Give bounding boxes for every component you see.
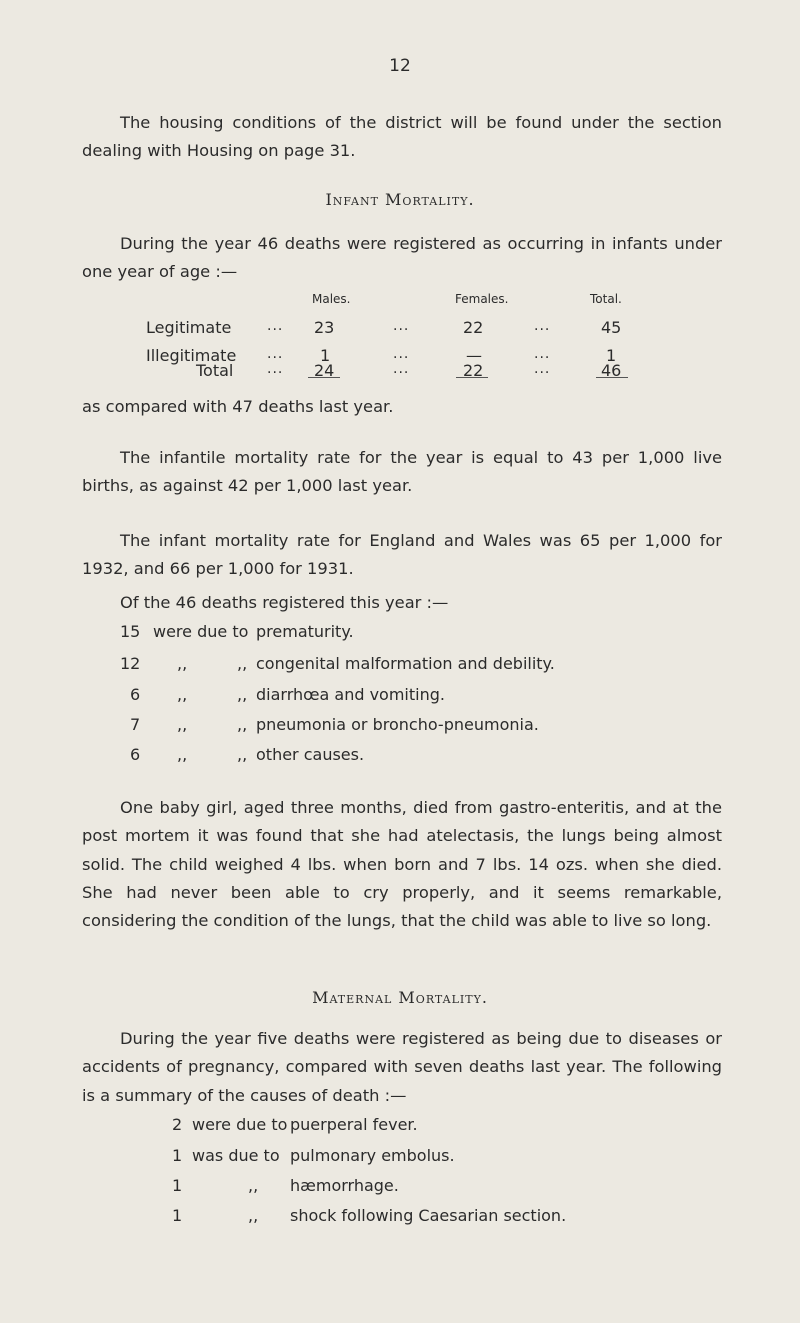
ditto-mark: ,,	[248, 1176, 259, 1195]
cause-count: 6	[130, 745, 141, 764]
cause-text: puerperal fever.	[290, 1115, 418, 1134]
dot-leader: ...	[267, 346, 284, 362]
compared-paragraph: as compared with 47 deaths last year.	[82, 397, 394, 416]
ditto-mark: ,,	[237, 685, 248, 704]
row-label: Legitimate	[146, 318, 232, 337]
dot-leader: ...	[534, 346, 551, 362]
dot-leader: ...	[267, 361, 284, 377]
cell-females: —	[466, 346, 482, 365]
england-rate-paragraph: The infant mortality rate for England and Wales was 65 per 1,000 for 1932, and 66 per 1,000 for 1931.	[82, 531, 722, 579]
cause-count: 1	[172, 1146, 183, 1165]
cause-text: pneumonia or broncho-pneumonia.	[256, 715, 539, 734]
cell-total: 1	[606, 346, 617, 365]
ditto-mark: ,,	[177, 745, 188, 764]
ditto-mark: ,,	[248, 1206, 259, 1225]
page-number: 12	[389, 56, 411, 76]
cause-text: prematurity.	[256, 622, 354, 641]
infant-mortality-heading: Infant Mortality.	[325, 190, 475, 209]
row-label: Illegitimate	[146, 346, 237, 365]
dot-leader: ...	[534, 361, 551, 377]
cause-text: pulmonary embolus.	[290, 1146, 455, 1165]
cell-males: 24	[314, 361, 335, 380]
infant-intro-paragraph: During the year 46 deaths were registered as occurring in infants under one year of age :—	[82, 234, 722, 282]
cell-females: 22	[463, 318, 484, 337]
maternal-intro-paragraph: During the year five deaths were registered as being due to diseases or accidents of pregnancy, compared with seven deaths last year. The following is a summary of the causes of death :—	[82, 1029, 722, 1105]
dot-leader: ...	[534, 318, 551, 334]
maternal-mortality-heading: Maternal Mortality.	[312, 988, 488, 1007]
cause-prefix: was due to	[192, 1146, 280, 1165]
deaths-intro-paragraph: Of the 46 deaths registered this year :—	[120, 593, 449, 612]
header-females: Females.	[455, 292, 509, 306]
ditto-mark: ,,	[177, 685, 188, 704]
cause-count: 6	[130, 685, 141, 704]
header-total: Total.	[590, 292, 622, 306]
ditto-mark: ,,	[237, 654, 248, 673]
housing-paragraph: The housing conditions of the district will be found under the section dealing with Housing on page 31.	[82, 113, 722, 161]
cause-prefix: were due to	[192, 1115, 288, 1134]
cause-text: diarrhœa and vomiting.	[256, 685, 445, 704]
cause-text: hæmorrhage.	[290, 1176, 399, 1195]
cause-text: congenital malformation and debility.	[256, 654, 555, 673]
cause-count: 2	[172, 1115, 183, 1134]
ditto-mark: ,,	[177, 715, 188, 734]
dot-leader: ...	[393, 346, 410, 362]
infantile-rate-paragraph: The infantile mortality rate for the year is equal to 43 per 1,000 live births, as against 42 per 1,000 last year.	[82, 448, 722, 496]
cause-count: 1	[172, 1206, 183, 1225]
dot-leader: ...	[393, 318, 410, 334]
dot-leader: ...	[393, 361, 410, 377]
cause-count: 12	[120, 654, 141, 673]
ditto-mark: ,,	[237, 715, 248, 734]
cell-total: 46	[601, 361, 622, 380]
row-label: Total	[196, 361, 234, 380]
cause-count: 7	[130, 715, 141, 734]
cell-males: 1	[320, 346, 331, 365]
cell-males: 23	[314, 318, 335, 337]
cause-prefix: were due to	[153, 622, 249, 641]
cell-females: 22	[463, 361, 484, 380]
baby-girl-paragraph: One baby girl, aged three months, died from gastro-enteritis, and at the post mortem it was found that she had atelectasis, the lungs being almost solid. The child weighed 4 lbs. when born and 7 lbs. 14 ozs. when she died. She had never been able to cry properly, and it seems remarkable, considering the condition of the lungs, that the child was able to live so long.	[82, 798, 722, 931]
ditto-mark: ,,	[237, 745, 248, 764]
cell-total: 45	[601, 318, 622, 337]
cause-count: 15	[120, 622, 141, 641]
dot-leader: ...	[267, 318, 284, 334]
cause-text: shock following Caesarian section.	[290, 1206, 567, 1225]
cause-text: other causes.	[256, 745, 365, 764]
ditto-mark: ,,	[177, 654, 188, 673]
header-males: Males.	[312, 292, 351, 306]
cause-count: 1	[172, 1176, 183, 1195]
